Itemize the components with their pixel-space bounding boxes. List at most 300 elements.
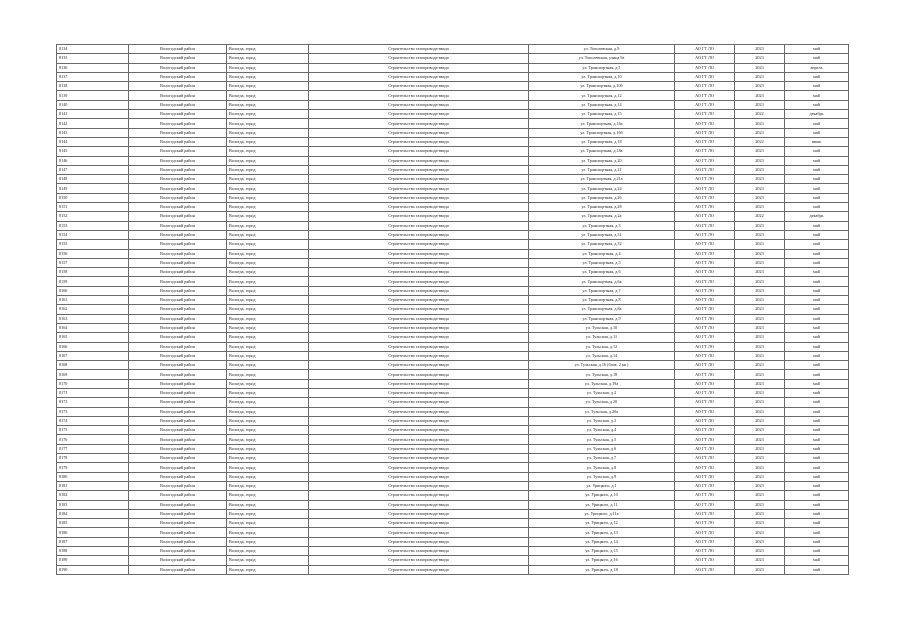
town-cell: Вологда, город <box>227 509 309 518</box>
table-row <box>57 416 849 425</box>
year-cell: 2022 <box>735 212 785 221</box>
work-type-cell: Строительство газопровода-ввода <box>309 481 529 490</box>
work-type-cell: Строительство газопровода-ввода <box>309 463 529 472</box>
year-cell: 2023 <box>735 100 785 109</box>
town-cell: Вологда, город <box>227 240 309 249</box>
month-cell: май <box>785 119 849 128</box>
organization-cell: АО ГТ ЛО <box>675 249 735 258</box>
table-row <box>57 454 849 463</box>
work-type-cell: Строительство газопровода-ввода <box>309 435 529 444</box>
table-row <box>57 361 849 370</box>
district-cell: Вологодский район <box>129 45 227 54</box>
row-number: 8151 <box>57 203 129 212</box>
address-cell: ул. Тульская, д.16 (блок. 2 кв.) <box>529 361 675 370</box>
town-cell: Вологда, город <box>227 184 309 193</box>
month-cell: май <box>785 444 849 453</box>
district-cell: Вологодский район <box>129 351 227 360</box>
work-type-cell: Строительство газопровода-ввода <box>309 119 529 128</box>
year-cell: 2023 <box>735 63 785 72</box>
table-row <box>57 305 849 314</box>
row-number: 8152 <box>57 212 129 221</box>
address-cell: ул. Урицкого, д.14 <box>529 537 675 546</box>
organization-cell: АО ГТ ЛО <box>675 286 735 295</box>
row-number: 8149 <box>57 184 129 193</box>
organization-cell: АО ГТ ЛО <box>675 537 735 546</box>
address-cell: ул. Транспортная, д.7 <box>529 286 675 295</box>
document-page <box>56 44 848 575</box>
year-cell: 2023 <box>735 509 785 518</box>
organization-cell: АО ГТ ЛО <box>675 463 735 472</box>
row-number: 8161 <box>57 296 129 305</box>
year-cell: 2023 <box>735 537 785 546</box>
organization-cell: АО ГТ ЛО <box>675 137 735 146</box>
organization-cell: АО ГТ ЛО <box>675 54 735 63</box>
year-cell: 2023 <box>735 203 785 212</box>
year-cell: 2023 <box>735 491 785 500</box>
town-cell: Вологда, город <box>227 426 309 435</box>
organization-cell: АО ГТ ЛО <box>675 314 735 323</box>
address-cell: ул. Транспортная, д.6а <box>529 277 675 286</box>
district-cell: Вологодский район <box>129 268 227 277</box>
work-type-cell: Строительство газопровода-ввода <box>309 370 529 379</box>
month-cell: май <box>785 268 849 277</box>
town-cell: Вологда, город <box>227 45 309 54</box>
month-cell: май <box>785 370 849 379</box>
work-type-cell: Строительство газопровода-ввода <box>309 286 529 295</box>
year-cell: 2023 <box>735 416 785 425</box>
district-cell: Вологодский район <box>129 305 227 314</box>
month-cell: май <box>785 481 849 490</box>
district-cell: Вологодский район <box>129 212 227 221</box>
year-cell: 2023 <box>735 351 785 360</box>
row-number: 8180 <box>57 472 129 481</box>
row-number: 8148 <box>57 175 129 184</box>
year-cell: 2023 <box>735 426 785 435</box>
address-cell: ул. Тульская, д.14 <box>529 351 675 360</box>
town-cell: Вологда, город <box>227 203 309 212</box>
town-cell: Вологда, город <box>227 379 309 388</box>
table-row <box>57 388 849 397</box>
month-cell: май <box>785 398 849 407</box>
work-type-cell: Строительство газопровода-ввода <box>309 240 529 249</box>
address-cell: ул. Урицкого, д.15 <box>529 547 675 556</box>
row-number: 8190 <box>57 565 129 574</box>
row-number: 8135 <box>57 54 129 63</box>
row-number: 8183 <box>57 500 129 509</box>
address-cell: ул. Транспортная, д.16б <box>529 128 675 137</box>
organization-cell: АО ГТ ЛО <box>675 333 735 342</box>
address-cell: ул. Транспортная, д.24 <box>529 184 675 193</box>
year-cell: 2023 <box>735 296 785 305</box>
work-type-cell: Строительство газопровода-ввода <box>309 388 529 397</box>
organization-cell: АО ГТ ЛО <box>675 212 735 221</box>
year-cell: 2023 <box>735 388 785 397</box>
table-row <box>57 565 849 574</box>
year-cell: 2023 <box>735 323 785 332</box>
work-type-cell: Строительство газопровода-ввода <box>309 54 529 63</box>
row-number: 8175 <box>57 426 129 435</box>
table-row <box>57 314 849 323</box>
work-type-cell: Строительство газопровода-ввода <box>309 444 529 453</box>
table-row <box>57 398 849 407</box>
year-cell: 2023 <box>735 519 785 528</box>
town-cell: Вологда, город <box>227 398 309 407</box>
town-cell: Вологда, город <box>227 407 309 416</box>
work-type-cell: Строительство газопровода-ввода <box>309 268 529 277</box>
work-type-cell: Строительство газопровода-ввода <box>309 156 529 165</box>
organization-cell: АО ГТ ЛО <box>675 100 735 109</box>
district-cell: Вологодский район <box>129 472 227 481</box>
work-type-cell: Строительство газопровода-ввода <box>309 230 529 239</box>
table-row <box>57 379 849 388</box>
address-cell: ул. Транспортная, д.4 <box>529 249 675 258</box>
year-cell: 2023 <box>735 547 785 556</box>
schedule-table <box>56 44 849 575</box>
work-type-cell: Строительство газопровода-ввода <box>309 137 529 146</box>
organization-cell: АО ГТ ЛО <box>675 398 735 407</box>
month-cell: май <box>785 435 849 444</box>
work-type-cell: Строительство газопровода-ввода <box>309 351 529 360</box>
district-cell: Вологодский район <box>129 193 227 202</box>
town-cell: Вологда, город <box>227 193 309 202</box>
district-cell: Вологодский район <box>129 128 227 137</box>
month-cell: май <box>785 100 849 109</box>
town-cell: Вологда, город <box>227 165 309 174</box>
address-cell: ул. Тульская, д.2 <box>529 388 675 397</box>
address-cell: ул. Тульская, д.5 <box>529 435 675 444</box>
year-cell: 2023 <box>735 258 785 267</box>
town-cell: Вологда, город <box>227 547 309 556</box>
district-cell: Вологодский район <box>129 444 227 453</box>
town-cell: Вологда, город <box>227 212 309 221</box>
organization-cell: АО ГТ ЛО <box>675 156 735 165</box>
year-cell: 2023 <box>735 379 785 388</box>
district-cell: Вологодский район <box>129 454 227 463</box>
address-cell: ул. Транспортная, д.9 <box>529 314 675 323</box>
row-number: 8171 <box>57 388 129 397</box>
work-type-cell: Строительство газопровода-ввода <box>309 221 529 230</box>
month-cell: май <box>785 193 849 202</box>
district-cell: Вологодский район <box>129 333 227 342</box>
district-cell: Вологодский район <box>129 528 227 537</box>
month-cell: май <box>785 426 849 435</box>
district-cell: Вологодский район <box>129 203 227 212</box>
district-cell: Вологодский район <box>129 286 227 295</box>
district-cell: Вологодский район <box>129 388 227 397</box>
town-cell: Вологда, город <box>227 286 309 295</box>
month-cell: май <box>785 472 849 481</box>
row-number: 8153 <box>57 221 129 230</box>
row-number: 8159 <box>57 277 129 286</box>
district-cell: Вологодский район <box>129 556 227 565</box>
town-cell: Вологда, город <box>227 519 309 528</box>
organization-cell: АО ГТ ЛО <box>675 519 735 528</box>
organization-cell: АО ГТ ЛО <box>675 454 735 463</box>
table-row <box>57 547 849 556</box>
town-cell: Вологда, город <box>227 342 309 351</box>
year-cell: 2023 <box>735 500 785 509</box>
year-cell: 2023 <box>735 398 785 407</box>
row-number: 8174 <box>57 416 129 425</box>
work-type-cell: Строительство газопровода-ввода <box>309 165 529 174</box>
row-number: 8144 <box>57 137 129 146</box>
year-cell: 2023 <box>735 463 785 472</box>
district-cell: Вологодский район <box>129 156 227 165</box>
work-type-cell: Строительство газопровода-ввода <box>309 361 529 370</box>
address-cell: ул. Транспортная, д.8а <box>529 305 675 314</box>
row-number: 8140 <box>57 100 129 109</box>
month-cell: май <box>785 416 849 425</box>
row-number: 8170 <box>57 379 129 388</box>
address-cell: ул. Транспортная, д.15 <box>529 110 675 119</box>
address-cell: ул. Транспортная, д.5 <box>529 258 675 267</box>
organization-cell: АО ГТ ЛО <box>675 426 735 435</box>
work-type-cell: Строительство газопровода-ввода <box>309 82 529 91</box>
organization-cell: АО ГТ ЛО <box>675 230 735 239</box>
organization-cell: АО ГТ ЛО <box>675 351 735 360</box>
table-row <box>57 268 849 277</box>
table-row <box>57 481 849 490</box>
year-cell: 2023 <box>735 45 785 54</box>
district-cell: Вологодский район <box>129 63 227 72</box>
row-number: 8172 <box>57 398 129 407</box>
address-cell: ул. Тульская, д.9 <box>529 472 675 481</box>
work-type-cell: Строительство газопровода-ввода <box>309 407 529 416</box>
month-cell: май <box>785 537 849 546</box>
month-cell: май <box>785 203 849 212</box>
month-cell: май <box>785 147 849 156</box>
row-number: 8164 <box>57 323 129 332</box>
table-row <box>57 444 849 453</box>
organization-cell: АО ГТ ЛО <box>675 547 735 556</box>
row-number: 8173 <box>57 407 129 416</box>
work-type-cell: Строительство газопровода-ввода <box>309 454 529 463</box>
month-cell: май <box>785 342 849 351</box>
work-type-cell: Строительство газопровода-ввода <box>309 212 529 221</box>
month-cell: май <box>785 82 849 91</box>
organization-cell: АО ГТ ЛО <box>675 296 735 305</box>
month-cell: май <box>785 388 849 397</box>
organization-cell: АО ГТ ЛО <box>675 119 735 128</box>
table-row <box>57 407 849 416</box>
district-cell: Вологодский район <box>129 407 227 416</box>
table-row <box>57 230 849 239</box>
town-cell: Вологда, город <box>227 435 309 444</box>
work-type-cell: Строительство газопровода-ввода <box>309 323 529 332</box>
row-number: 8181 <box>57 481 129 490</box>
table-row <box>57 491 849 500</box>
work-type-cell: Строительство газопровода-ввода <box>309 509 529 518</box>
table-row <box>57 110 849 119</box>
work-type-cell: Строительство газопровода-ввода <box>309 333 529 342</box>
address-cell: ул. Транспортная, д.12 <box>529 91 675 100</box>
row-number: 8187 <box>57 537 129 546</box>
table-row <box>57 203 849 212</box>
year-cell: 2023 <box>735 333 785 342</box>
town-cell: Вологда, город <box>227 91 309 100</box>
district-cell: Вологодский район <box>129 184 227 193</box>
work-type-cell: Строительство газопровода-ввода <box>309 537 529 546</box>
town-cell: Вологда, город <box>227 463 309 472</box>
address-cell: ул. Транспортная, д.21 <box>529 165 675 174</box>
year-cell: 2023 <box>735 305 785 314</box>
organization-cell: АО ГТ ЛО <box>675 45 735 54</box>
work-type-cell: Строительство газопровода-ввода <box>309 63 529 72</box>
work-type-cell: Строительство газопровода-ввода <box>309 500 529 509</box>
organization-cell: АО ГТ ЛО <box>675 147 735 156</box>
row-number: 8160 <box>57 286 129 295</box>
month-cell: май <box>785 454 849 463</box>
month-cell: май <box>785 528 849 537</box>
town-cell: Вологда, город <box>227 110 309 119</box>
district-cell: Вологодский район <box>129 379 227 388</box>
town-cell: Вологда, город <box>227 82 309 91</box>
work-type-cell: Строительство газопровода-ввода <box>309 147 529 156</box>
row-number: 8150 <box>57 193 129 202</box>
table-row <box>57 426 849 435</box>
year-cell: 2023 <box>735 221 785 230</box>
town-cell: Вологда, город <box>227 351 309 360</box>
year-cell: 2023 <box>735 370 785 379</box>
town-cell: Вологда, город <box>227 230 309 239</box>
town-cell: Вологда, город <box>227 137 309 146</box>
district-cell: Вологодский район <box>129 230 227 239</box>
month-cell: май <box>785 296 849 305</box>
row-number: 8168 <box>57 361 129 370</box>
district-cell: Вологодский район <box>129 416 227 425</box>
address-cell: ул. Транспортная, д.8 <box>529 296 675 305</box>
organization-cell: АО ГТ ЛО <box>675 500 735 509</box>
district-cell: Вологодский район <box>129 137 227 146</box>
table-row <box>57 333 849 342</box>
work-type-cell: Строительство газопровода-ввода <box>309 491 529 500</box>
month-cell: июнь <box>785 137 849 146</box>
work-type-cell: Строительство газопровода-ввода <box>309 175 529 184</box>
table-row <box>57 500 849 509</box>
table-row <box>57 342 849 351</box>
organization-cell: АО ГТ ЛО <box>675 342 735 351</box>
year-cell: 2023 <box>735 472 785 481</box>
month-cell: май <box>785 333 849 342</box>
month-cell: май <box>785 54 849 63</box>
organization-cell: АО ГТ ЛО <box>675 509 735 518</box>
organization-cell: АО ГТ ЛО <box>675 370 735 379</box>
table-row <box>57 184 849 193</box>
address-cell: ул. Транспортная, д.18а <box>529 147 675 156</box>
town-cell: Вологда, город <box>227 147 309 156</box>
row-number: 8186 <box>57 528 129 537</box>
month-cell: май <box>785 407 849 416</box>
row-number: 8178 <box>57 454 129 463</box>
year-cell: 2023 <box>735 286 785 295</box>
row-number: 8182 <box>57 491 129 500</box>
table-row <box>57 128 849 137</box>
address-cell: ул. Транспортная, д.18 <box>529 137 675 146</box>
table-row <box>57 119 849 128</box>
address-cell: ул. Тульская, д.4 <box>529 426 675 435</box>
district-cell: Вологодский район <box>129 296 227 305</box>
month-cell: май <box>785 491 849 500</box>
district-cell: Вологодский район <box>129 110 227 119</box>
row-number: 8176 <box>57 435 129 444</box>
address-cell: ул. Тульская, д.18 <box>529 370 675 379</box>
address-cell: ул. Транспортная, д.32 <box>529 240 675 249</box>
work-type-cell: Строительство газопровода-ввода <box>309 379 529 388</box>
town-cell: Вологда, город <box>227 537 309 546</box>
work-type-cell: Строительство газопровода-ввода <box>309 426 529 435</box>
work-type-cell: Строительство газопровода-ввода <box>309 565 529 574</box>
year-cell: 2023 <box>735 249 785 258</box>
organization-cell: АО ГТ ЛО <box>675 491 735 500</box>
work-type-cell: Строительство газопровода-ввода <box>309 184 529 193</box>
row-number: 8167 <box>57 351 129 360</box>
address-cell: ул. Тульская, д.7 <box>529 454 675 463</box>
address-cell: ул. Транспортная, д.16а <box>529 119 675 128</box>
organization-cell: АО ГТ ЛО <box>675 82 735 91</box>
work-type-cell: Строительство газопровода-ввода <box>309 249 529 258</box>
organization-cell: АО ГТ ЛО <box>675 305 735 314</box>
town-cell: Вологда, город <box>227 454 309 463</box>
year-cell: 2023 <box>735 91 785 100</box>
organization-cell: АО ГТ ЛО <box>675 110 735 119</box>
organization-cell: АО ГТ ЛО <box>675 528 735 537</box>
work-type-cell: Строительство газопровода-ввода <box>309 547 529 556</box>
row-number: 8138 <box>57 82 129 91</box>
month-cell: май <box>785 323 849 332</box>
table-row <box>57 351 849 360</box>
address-cell: ул. Транспортная, д.20 <box>529 156 675 165</box>
table-row <box>57 537 849 546</box>
address-cell: ул. Транспортная, д.28 <box>529 203 675 212</box>
row-number: 8146 <box>57 156 129 165</box>
town-cell: Вологда, город <box>227 556 309 565</box>
month-cell: май <box>785 463 849 472</box>
organization-cell: АО ГТ ЛО <box>675 444 735 453</box>
district-cell: Вологодский район <box>129 426 227 435</box>
month-cell: май <box>785 500 849 509</box>
address-cell: ул. Урицкого, д.10 <box>529 491 675 500</box>
town-cell: Вологда, город <box>227 156 309 165</box>
town-cell: Вологда, город <box>227 491 309 500</box>
month-cell: май <box>785 240 849 249</box>
table-row <box>57 296 849 305</box>
address-cell: ул. Тульская, д.6 <box>529 444 675 453</box>
row-number: 8142 <box>57 119 129 128</box>
year-cell: 2023 <box>735 184 785 193</box>
year-cell: 2023 <box>735 565 785 574</box>
month-cell: декабрь <box>785 212 849 221</box>
table-row <box>57 463 849 472</box>
row-number: 8177 <box>57 444 129 453</box>
row-number: 8184 <box>57 509 129 518</box>
district-cell: Вологодский район <box>129 119 227 128</box>
address-cell: ул. Транспортная, д.10б <box>529 82 675 91</box>
year-cell: 2023 <box>735 444 785 453</box>
table-row <box>57 258 849 267</box>
district-cell: Вологодский район <box>129 361 227 370</box>
table-row <box>57 435 849 444</box>
year-cell: 2022 <box>735 137 785 146</box>
year-cell: 2023 <box>735 481 785 490</box>
year-cell: 2023 <box>735 156 785 165</box>
table-row <box>57 156 849 165</box>
organization-cell: АО ГТ ЛО <box>675 435 735 444</box>
work-type-cell: Строительство газопровода-ввода <box>309 91 529 100</box>
town-cell: Вологда, город <box>227 249 309 258</box>
table-row <box>57 175 849 184</box>
table-row <box>57 509 849 518</box>
town-cell: Вологда, город <box>227 268 309 277</box>
